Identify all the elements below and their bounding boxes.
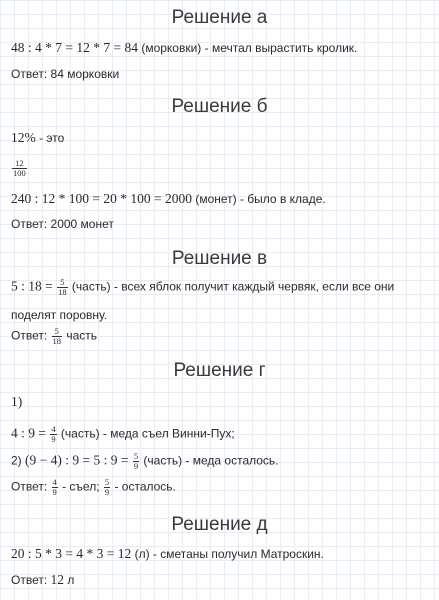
solution-b-answer [11,217,114,231]
answer-label: Ответ: [11,67,51,81]
line-text: - это [35,131,65,145]
fraction [12,159,27,178]
solution-g-line-2 [11,425,235,444]
math-expression: 5 : 18 = [11,278,53,294]
line-text: (часть) - меда съел Винни-Пух; [57,426,235,441]
fraction-denominator: 9 [104,487,110,497]
answer-unit: л [64,573,75,587]
fraction [52,478,58,497]
step-number: 1) [11,394,23,409]
fraction-denominator: 100 [13,168,26,178]
solution-d-answer [11,572,74,588]
solution-g-answer [11,478,176,497]
fraction-numerator: 5 [104,477,110,487]
answer-unit: часть [63,328,98,343]
answer-label: Ответ: [11,479,51,494]
fraction-numerator: 4 [52,477,57,487]
solution-c-line-2 [11,308,107,322]
math-expression: (9 − 4) : 9 = 5 : 9 = [25,452,129,468]
fraction-numerator: 5 [133,451,139,461]
line-text: поделят поровну. [11,308,108,322]
heading-solution-g: Решение г [173,360,266,381]
fraction-numerator: 5 [57,278,68,288]
math-expression: 240 : 12 * 100 = 20 * 100 = 2000 [11,191,192,206]
answer-label: Ответ: [11,328,51,343]
line-text: (морковки) - мечтал вырастить кролик. [137,41,358,55]
fraction-denominator: 9 [52,487,57,497]
answer-value: 2000 [50,217,78,231]
line-text: (часть) - всех яблок получит каждый червяк, если все они [68,279,395,294]
answer-label: Ответ: [11,217,51,231]
fraction-denominator: 18 [58,287,67,297]
solution-a-answer [11,67,119,81]
heading-solution-b: Решение б [171,96,268,117]
math-expression: 48 : 4 * 7 = 12 * 7 = 84 [11,40,138,55]
solution-b-line-2 [11,191,326,207]
line-text: (л) - сметаны получил Матроскин. [131,547,324,561]
answer-unit: монет [77,217,114,231]
fraction [50,425,56,444]
fraction [57,278,68,297]
heading-solution-c: Решение в [171,248,268,269]
answer-text: - осталось. [111,479,176,494]
math-expression: 20 : 5 * 3 = 4 * 3 = 12 [11,546,132,561]
line-text: (часть) - меда осталось. [140,453,279,468]
solution-g-line-1 [11,394,22,410]
answer-label: Ответ: [11,573,51,587]
fraction [52,327,63,346]
solution-b-fraction-line [11,159,28,178]
math-expression: 4 : 9 = [11,425,46,441]
fraction [133,452,139,471]
fraction-denominator: 9 [133,461,139,471]
heading-solution-a: Решение а [171,7,268,28]
step-number: 2) [11,453,26,468]
heading-solution-d: Решение д [171,514,268,535]
solution-c-answer [11,327,97,346]
solution-c-line-1 [11,278,394,297]
answer-value: 84 [50,67,64,81]
fraction-denominator: 18 [52,336,62,346]
answer-value: 12 [50,572,65,587]
solution-g-line-3 [11,452,279,471]
answer-unit: морковки [63,67,120,81]
solution-a-line-1 [11,40,357,56]
fraction-numerator: 12 [12,159,27,169]
math-expression: 12% [11,130,36,145]
fraction-numerator: 4 [51,424,56,434]
fraction [104,478,110,497]
line-text: (монет) - было в кладе. [191,192,326,206]
answer-text: - съел; [58,479,103,494]
solution-d-line-1 [11,546,324,562]
fraction-numerator: 5 [52,327,63,337]
fraction-denominator: 9 [51,434,56,444]
solution-b-line-1 [11,130,64,146]
